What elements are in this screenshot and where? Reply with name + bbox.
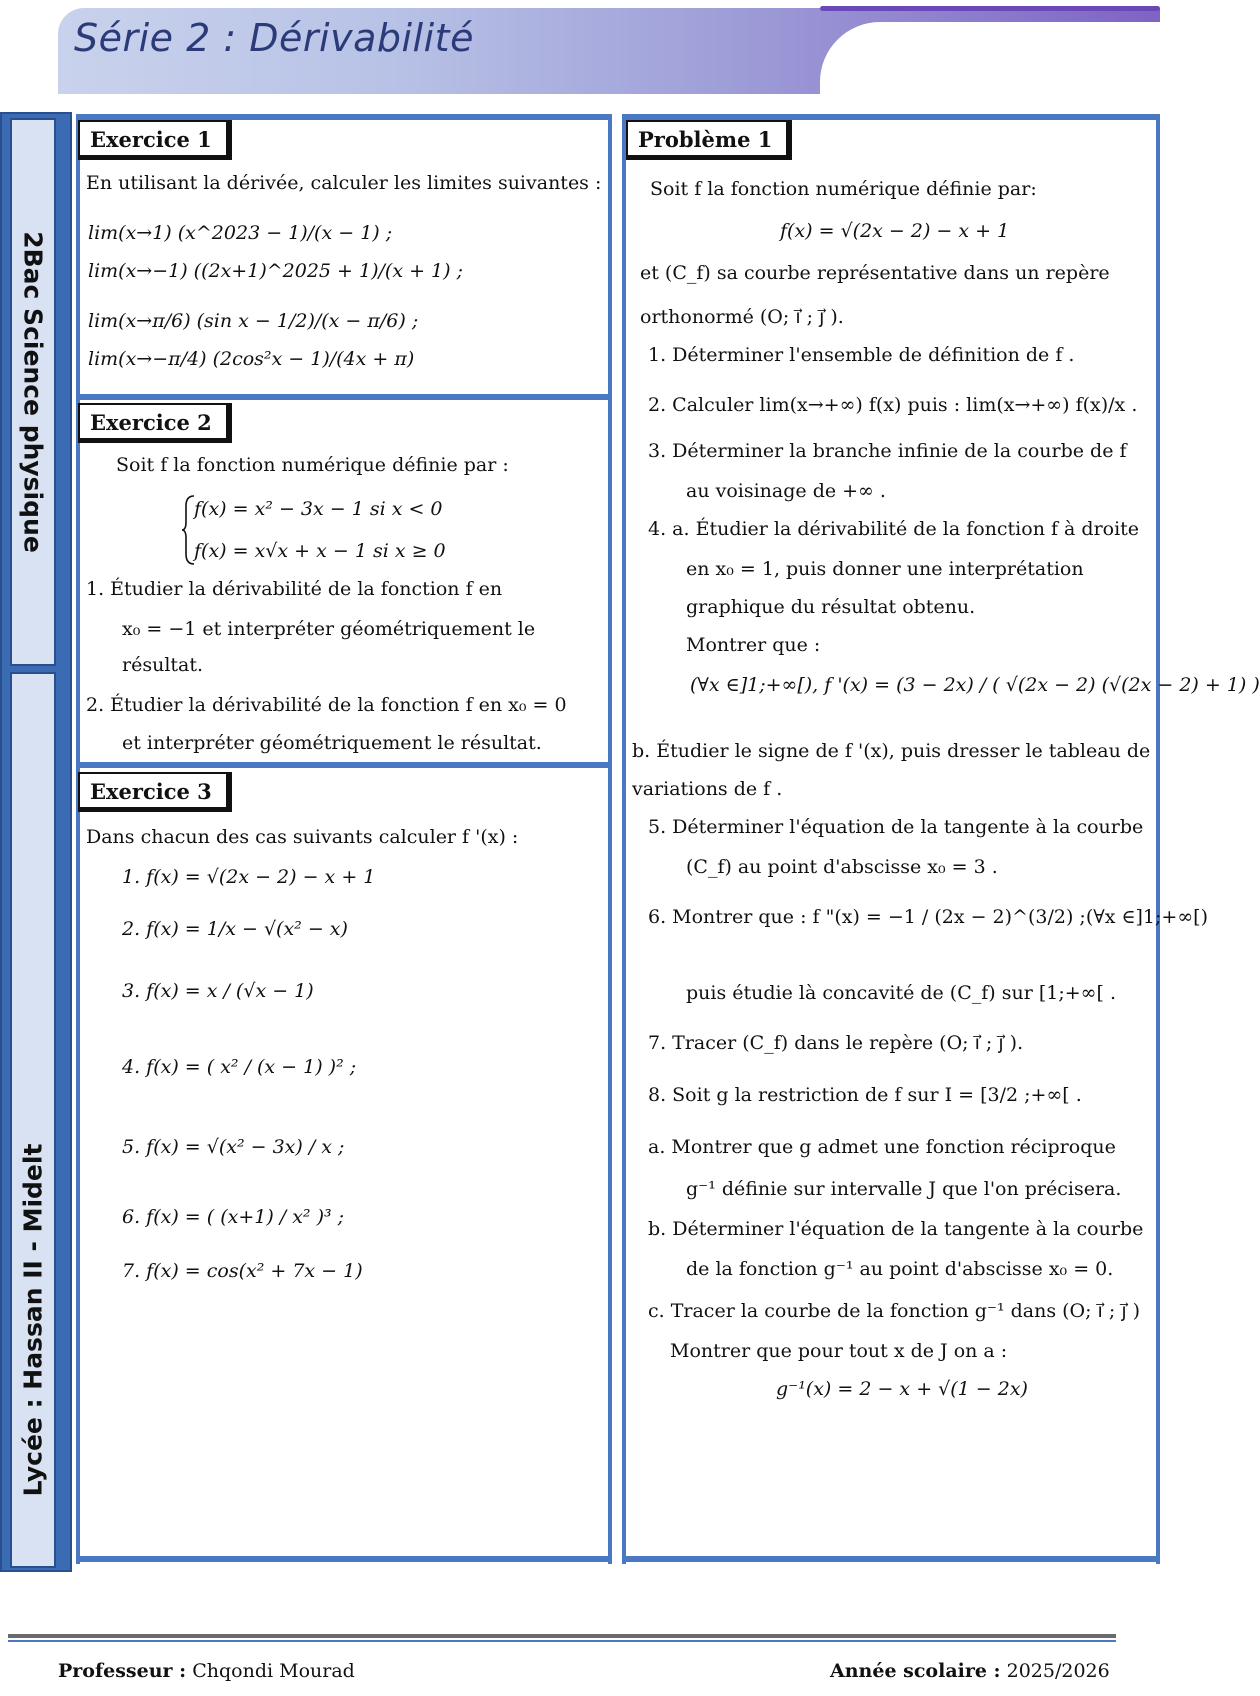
footer-year xyxy=(830,1660,1110,1682)
pb1-line: b. Déterminer l'équation de la tangente à la courbe xyxy=(648,1218,1144,1240)
footer-prof-name: Chqondi Mourad xyxy=(192,1660,355,1682)
ex2-q1-line1: 1. Étudier la dérivabilité de la fonction f en xyxy=(86,578,503,600)
pb1-line: b. Étudier le signe de f '(x), puis dresser le tableau de xyxy=(632,740,1151,762)
pb1-line: 3. Déterminer la branche infinie de la courbe de f xyxy=(648,440,1127,462)
ex3-item-2: 2. f(x) = 1/x − √(x² − x) xyxy=(122,918,348,940)
pb1-line: variations de f . xyxy=(632,778,783,800)
ex2-separator xyxy=(76,762,612,768)
ex3-intro: Dans chacun des cas suivants calculer f '(x) : xyxy=(86,826,519,848)
sidebar-school: Lycée : Hassan II - Midelt xyxy=(18,1143,48,1497)
ex3-item-7: 7. f(x) = cos(x² + 7x − 1) xyxy=(122,1260,363,1282)
pb1-line: f(x) = √(2x − 2) − x + 1 xyxy=(780,220,1010,242)
ex3-title: Exercice 3 xyxy=(78,772,232,812)
pb1-line: g⁻¹ définie sur intervalle J que l'on précisera. xyxy=(686,1178,1122,1200)
pb1-line: graphique du résultat obtenu. xyxy=(686,596,976,618)
pb1-line: de la fonction g⁻¹ au point d'abscisse x₀ = 0. xyxy=(686,1258,1114,1280)
ex1-title: Exercice 1 xyxy=(78,120,232,160)
right-bottom-bar xyxy=(622,1556,1160,1562)
ex2-case-1: f(x) = x² − 3x − 1 si x < 0 xyxy=(194,498,443,520)
ex3-item-5: 5. f(x) = √(x² − 3x) / x ; xyxy=(122,1136,345,1158)
ex3-item-4: 4. f(x) = ( x² / (x − 1) )² ; xyxy=(122,1056,357,1078)
pb1-line: 6. Montrer que : f "(x) = −1 / (2x − 2)^(3/2) ;(∀x ∈]1;+∞[) xyxy=(648,906,1208,928)
footer-rule xyxy=(8,1634,1116,1638)
pb1-line: a. Montrer que g admet une fonction réciproque xyxy=(648,1136,1116,1158)
ex1-limit-1: lim(x→1) (x^2023 − 1)/(x − 1) ; xyxy=(88,222,393,244)
pb1-line: g⁻¹(x) = 2 − x + √(1 − 2x) xyxy=(776,1378,1028,1400)
ex2-title: Exercice 2 xyxy=(78,403,232,443)
ex2-q2-line2: et interpréter géométriquement le résultat. xyxy=(122,732,542,754)
pb1-line: Soit f la fonction numérique définie par: xyxy=(650,178,1037,200)
ex1-intro: En utilisant la dérivée, calculer les limites suivantes : xyxy=(86,172,602,194)
pb1-line: au voisinage de +∞ . xyxy=(686,480,886,502)
pb1-line: 1. Déterminer l'ensemble de définition de f . xyxy=(648,344,1075,366)
ex2-intro: Soit f la fonction numérique définie par : xyxy=(116,454,509,476)
ex2-q1-line3: résultat. xyxy=(122,654,204,676)
footer-rule-accent xyxy=(8,1640,1116,1642)
left-bottom-bar xyxy=(76,1556,612,1562)
ex3-item-1: 1. f(x) = √(2x − 2) − x + 1 xyxy=(122,866,376,888)
ex1-limit-2: lim(x→−1) ((2x+1)^2025 + 1)/(x + 1) ; xyxy=(88,260,463,282)
header-accent-line xyxy=(820,6,1160,11)
pb1-line: puis étudie là concavité de (C_f) sur [1;+∞[ . xyxy=(686,982,1116,1004)
header-cutout xyxy=(820,22,1180,102)
ex1-separator xyxy=(76,394,612,400)
ex2-q1-line2: x₀ = −1 et interpréter géométriquement le xyxy=(122,618,536,640)
pb1-line: (∀x ∈]1;+∞[), f '(x) = (3 − 2x) / ( √(2x − 2) (√(2x − 2) + 1) ) xyxy=(690,674,1260,696)
pb1-line: orthonormé (O; i⃗ ; j⃗ ). xyxy=(640,306,844,328)
ex2-q2-line1: 2. Étudier la dérivabilité de la fonction f en x₀ = 0 xyxy=(86,694,567,716)
pb1-line: (C_f) au point d'abscisse x₀ = 3 . xyxy=(686,856,998,878)
ex1-limit-4: lim(x→−π/4) (2cos²x − 1)/(4x + π) xyxy=(88,348,415,370)
ex2-case-2: f(x) = x√x + x − 1 si x ≥ 0 xyxy=(194,540,446,562)
pb1-line: 8. Soit g la restriction de f sur I = [3/2 ;+∞[ . xyxy=(648,1084,1082,1106)
footer-year-label: Année scolaire : xyxy=(830,1660,1001,1682)
page-title: Série 2 : Dérivabilité xyxy=(74,16,474,60)
pb1-line: 7. Tracer (C_f) dans le repère (O; i⃗ ; j⃗ ). xyxy=(648,1032,1024,1054)
pb1-line: c. Tracer la courbe de la fonction g⁻¹ dans (O; i⃗ ; j⃗ ) xyxy=(648,1300,1141,1322)
pb1-line: en x₀ = 1, puis donner une interprétation xyxy=(686,558,1084,580)
pb1-line: Montrer que : xyxy=(686,634,821,656)
footer-professor xyxy=(58,1660,355,1682)
footer-year-value: 2025/2026 xyxy=(1006,1660,1110,1682)
pb1-title: Problème 1 xyxy=(626,120,792,160)
sidebar-level: 2Bac Science physique xyxy=(18,231,48,553)
footer-prof-label: Professeur : xyxy=(58,1660,187,1682)
pb1-line: et (C_f) sa courbe représentative dans un repère xyxy=(640,262,1110,284)
pb1-line: Montrer que pour tout x de J on a : xyxy=(670,1340,1008,1362)
ex1-limit-3: lim(x→π/6) (sin x − 1/2)/(x − π/6) ; xyxy=(88,310,419,332)
ex2-brace xyxy=(180,494,196,566)
pb1-line: 2. Calculer lim(x→+∞) f(x) puis : lim(x→+∞) f(x)/x . xyxy=(648,394,1138,416)
pb1-line: 4. a. Étudier la dérivabilité de la fonction f à droite xyxy=(648,518,1140,540)
ex3-item-6: 6. f(x) = ( (x+1) / x² )³ ; xyxy=(122,1206,345,1228)
pb1-line: 5. Déterminer l'équation de la tangente à la courbe xyxy=(648,816,1144,838)
ex3-item-3: 3. f(x) = x / (√x − 1) xyxy=(122,980,314,1002)
